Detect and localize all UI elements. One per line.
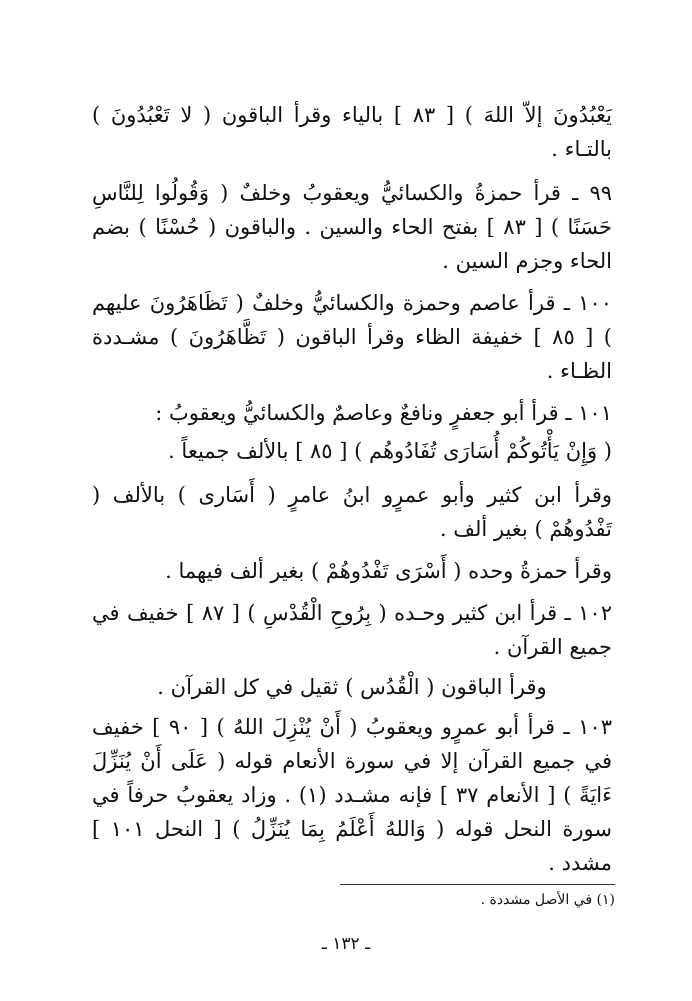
paragraph-102: ١٠٢ ـ قرأ ابن كثير وحـده ( بِرُوحِ الْقُدْسِ ) [ ٨٧ ] خفيف في جميع القرآن . xyxy=(92,601,612,659)
paragraph-100: ١٠٠ ـ قرأ عاصم وحمزة والكسائيُّ وخلفٌ ( تَظَاهَرُونَ عليهم ) [ ٨٥ ] خفيفة الظاء وقرأ الباقون ( تَظَّاهَرُونَ ) مشـددة الظـاء . xyxy=(92,291,612,383)
paragraph-103: ١٠٣ ـ قرأ أبو عمرٍو ويعقوبُ ( أَنْ يُنْزِلَ اللهُ ) [ ٩٠ ] خفيف في جميع القرآن إلا في سورة الأنعام قوله ( عَلَى أَنْ يُنَزِّلَ ءَايَةً ) [ الأنعام ٣٧ ] فإنه مشـدد (١) . وزاد يعقوبُ حرفاً في سورة النحل قوله ( وَاللهُ أَعْلَمُ بِمَا يُنَزِّلُ ) [ النحل ١٠١ ] مشدد . xyxy=(92,715,612,875)
paragraph-hamza: وقرأ حمزةُ وحده ( أَسْرَى تَفْدُوهُمْ ) بغير ألف فيهما . xyxy=(165,559,612,583)
paragraph-ibn-kathir: وقرأ ابن كثير وأبو عمرٍو ابنُ عامرٍ ( أَسَارى ) بالألف ( تَفْدُوهُمْ ) بغير ألف . xyxy=(92,483,612,541)
footnote-divider xyxy=(340,884,615,885)
page-number: ـ ١٣٢ ـ xyxy=(321,934,371,954)
paragraph-101-verse: ( وَإِنْ يَأْتُوكُمْ أُسَارَى تُفَادُوهُم ) [ ٨٥ ] بالألف جميعاً . xyxy=(168,439,612,463)
paragraph-remaining-readers: وقرأ الباقون ( الْقُدُس ) ثقيل في كل القرآن . xyxy=(157,675,547,699)
footnote: (١) في الأصل مشددة . xyxy=(480,892,615,908)
paragraph-continuation: يَعْبُدُونَ إلاّ اللهَ ) [ ٨٣ ] بالياء وقرأ الباقون ( لا تَعْبُدُونَ ) بالتـاء . xyxy=(92,103,612,161)
paragraph-99: ٩٩ ـ قرأ حمزةُ والكسائيُّ ويعقوبُ وخلفٌ ( وَقُولُوا لِلنَّاسِ حَسَنًا ) [ ٨٣ ] بفتح الحاء والسين . والباقون ( حُسْنًا ) بضم الحاء وجزم السين . xyxy=(92,181,612,273)
paragraph-101: ١٠١ ـ قرأ أبو جعفرٍ ونافعٌ وعاصمٌ والكسائيُّ ويعقوبُ : xyxy=(155,401,612,425)
